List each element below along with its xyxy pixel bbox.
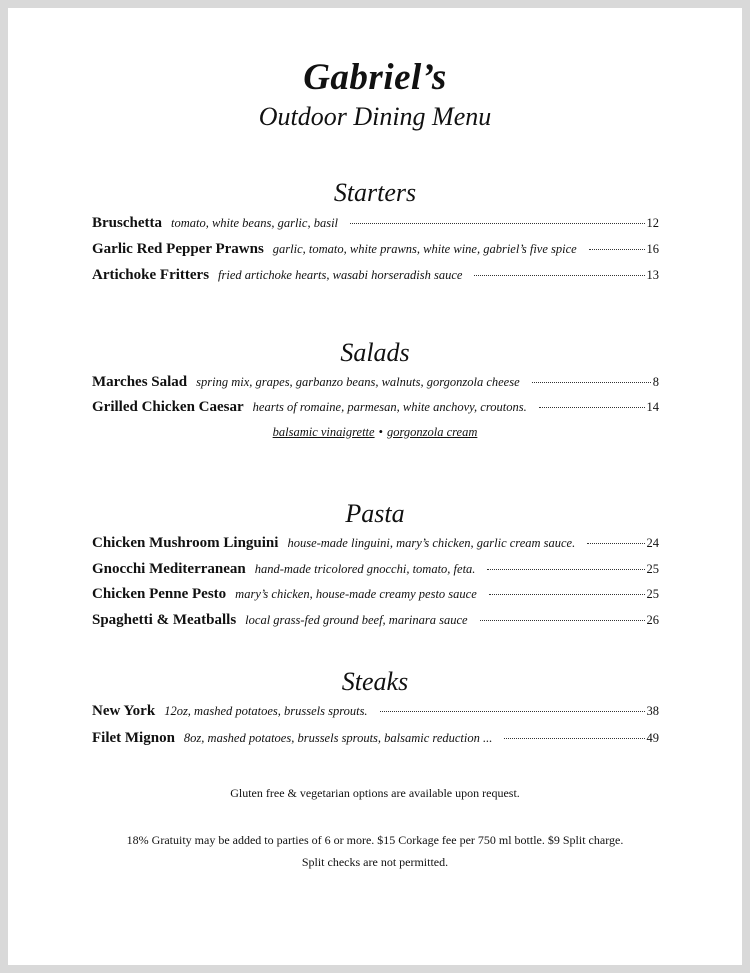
item-name: Garlic Red Pepper Prawns — [92, 241, 264, 257]
item-price: 8 — [652, 375, 659, 389]
dressing-option: gorgonzola cream — [386, 425, 478, 439]
charges-note: 18% Gratuity may be added to parties of 6 or more. $15 Corkage fee per 750 ml bottle. $9 Split charge. — [126, 833, 624, 847]
menu-item — [92, 241, 659, 261]
section-title-pasta: Pasta — [345, 499, 405, 528]
item-price: 26 — [646, 613, 659, 627]
item-price: 14 — [646, 400, 659, 414]
item-description: spring mix, grapes, garbanzo beans, walnuts, gorgonzola cheese — [196, 375, 520, 389]
item-price: 24 — [646, 536, 659, 550]
item-name: Bruschetta — [92, 215, 162, 231]
item-name: Chicken Mushroom Linguini — [92, 535, 279, 551]
item-description: 12oz, mashed potatoes, brussels sprouts. — [164, 704, 368, 718]
item-description: house-made linguini, mary’s chicken, garlic cream sauce. — [287, 536, 576, 550]
menu-item — [92, 612, 659, 632]
dot-leader — [532, 382, 651, 383]
menu-page — [8, 8, 742, 965]
dot-leader — [380, 711, 645, 712]
dot-leader — [489, 594, 645, 595]
item-description: hand-made tricolored gnocchi, tomato, feta. — [254, 562, 476, 576]
menu-item — [92, 399, 659, 419]
section-title-steaks: Steaks — [341, 667, 409, 696]
section-title-starters: Starters — [333, 178, 417, 207]
item-price: 49 — [646, 731, 659, 745]
dot-leader — [587, 543, 644, 544]
item-price: 25 — [646, 587, 659, 601]
item-description: garlic, tomato, white prawns, white wine, gabriel’s five spice — [272, 242, 577, 256]
menu-item — [92, 586, 659, 606]
item-price: 12 — [646, 216, 659, 230]
menu-item — [92, 703, 659, 723]
item-description: tomato, white beans, garlic, basil — [171, 216, 339, 230]
restaurant-title: Gabriel’s — [303, 57, 447, 98]
menu-item — [92, 561, 659, 581]
item-name: Spaghetti & Meatballs — [92, 612, 237, 628]
dot-leader — [474, 275, 644, 276]
split-checks-note: Split checks are not permitted. — [301, 855, 449, 869]
item-name: Filet Mignon — [92, 730, 175, 746]
menu-subtitle: Outdoor Dining Menu — [258, 102, 492, 131]
dot-leader — [350, 223, 644, 224]
menu-item — [92, 215, 659, 235]
item-name: New York — [92, 703, 156, 719]
item-description: 8oz, mashed potatoes, brussels sprouts, balsamic reduction ... — [183, 731, 493, 745]
menu-item — [92, 374, 659, 394]
dot-leader — [480, 620, 645, 621]
dressing-option: balsamic vinaigrette — [272, 425, 375, 439]
menu-item — [92, 535, 659, 555]
section-title-salads: Salads — [340, 338, 410, 367]
dot-leader — [589, 249, 645, 250]
item-description: hearts of romaine, parmesan, white anchovy, croutons. — [252, 400, 527, 414]
menu-item — [92, 730, 659, 750]
dietary-note: Gluten free & vegetarian options are available upon request. — [230, 786, 520, 800]
item-description: mary’s chicken, house-made creamy pesto sauce — [235, 587, 477, 601]
item-description: local grass-fed ground beef, marinara sauce — [245, 613, 468, 627]
item-name: Marches Salad — [92, 374, 188, 390]
item-description: fried artichoke hearts, wasabi horseradish sauce — [218, 268, 463, 282]
item-name: Grilled Chicken Caesar — [92, 399, 244, 415]
item-price: 38 — [646, 704, 659, 718]
item-price: 13 — [646, 268, 659, 282]
item-price: 16 — [646, 242, 659, 256]
item-price: 25 — [646, 562, 659, 576]
dressing-options — [8, 425, 742, 440]
item-name: Gnocchi Mediterranean — [92, 561, 246, 577]
dot-leader — [539, 407, 645, 408]
dot-leader — [504, 738, 644, 739]
dressing-separator: • — [378, 425, 383, 439]
dot-leader — [487, 569, 644, 570]
item-name: Artichoke Fritters — [92, 267, 210, 283]
item-name: Chicken Penne Pesto — [92, 586, 227, 602]
menu-item — [92, 267, 659, 287]
